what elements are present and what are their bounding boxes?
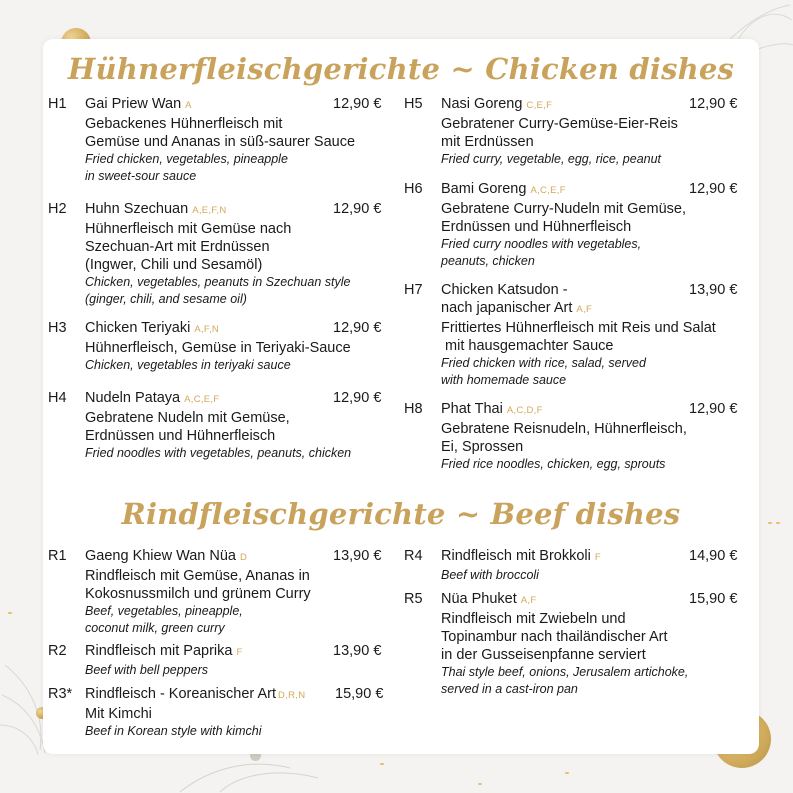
item-code: H7: [404, 282, 423, 298]
item-price: 12,90 €: [689, 96, 738, 112]
item-allergens: D,R,N: [278, 690, 306, 701]
item-allergens: C,E,F: [526, 100, 553, 111]
item-name: Huhn Szechuan: [85, 201, 189, 217]
gold-speck: [478, 783, 482, 785]
item-translation: Beef, vegetables, pineapple,: [85, 604, 243, 618]
item-name: Nüa Phuket: [441, 591, 517, 607]
item-translation: in sweet-sour sauce: [85, 169, 197, 183]
item-name: Chicken Katsudon -: [441, 282, 568, 298]
item-code: H1: [48, 96, 67, 112]
item-description: Hühnerfleisch, Gemüse in Teriyaki-Sauce: [85, 340, 351, 356]
item-description: (Ingwer, Chili und Sesamöl): [85, 257, 263, 273]
gold-speck: [380, 763, 384, 765]
item-allergens: F: [236, 647, 243, 658]
item-allergens: A,F,N: [194, 324, 220, 335]
item-name: Rindfleisch - Koreanischer Art: [85, 686, 276, 702]
section-title-chicken: Hühnerfleischgerichte ~ Chicken dishes: [67, 52, 735, 86]
item-price: 12,90 €: [333, 320, 382, 336]
item-description: Erdnüssen und Hühnerfleisch: [85, 428, 276, 444]
item-name: Gai Priew Wan: [85, 96, 182, 112]
item-translation: Fried curry, vegetable, egg, rice, peanut: [441, 152, 662, 166]
item-allergens: D: [240, 552, 248, 563]
item-translation: Fried chicken, vegetables, pineapple: [85, 152, 288, 166]
item-name: Nudeln Pataya: [85, 390, 181, 406]
item-code: H6: [404, 181, 423, 197]
item-code: H5: [404, 96, 423, 112]
item-description: Rindfleisch mit Gemüse, Ananas in: [85, 568, 310, 584]
item-description: Gebratener Curry-Gemüse-Eier-Reis: [441, 116, 678, 132]
item-description: Gebratene Nudeln mit Gemüse,: [85, 410, 290, 426]
item-translation: served in a cast-iron pan: [441, 682, 578, 696]
item-description: Ei, Sprossen: [441, 439, 524, 455]
item-translation: with homemade sauce: [441, 373, 567, 387]
item-price: 12,90 €: [333, 96, 382, 112]
item-name: Rindfleisch mit Brokkoli: [441, 548, 591, 564]
item-name: Nasi Goreng: [441, 96, 523, 112]
item-description: Rindfleisch mit Zwiebeln und: [441, 611, 626, 627]
item-translation: Fried curry noodles with vegetables,: [441, 237, 642, 251]
item-translation: Fried rice noodles, chicken, egg, sprouts: [441, 457, 666, 471]
item-code: R5: [404, 591, 423, 607]
item-allergens: A,F: [520, 595, 537, 606]
item-code: H3: [48, 320, 67, 336]
item-allergens: A,E,F,N: [192, 205, 227, 216]
item-price: 13,90 €: [333, 548, 382, 564]
item-code: R3*: [48, 686, 73, 702]
item-price: 12,90 €: [333, 201, 382, 217]
item-code: H4: [48, 390, 67, 406]
item-name: Chicken Teriyaki: [85, 320, 191, 336]
item-translation: Thai style beef, onions, Jerusalem artichoke,: [441, 665, 689, 679]
item-description: Szechuan-Art mit Erdnüssen: [85, 239, 270, 255]
item-description: Gebratene Curry-Nudeln mit Gemüse,: [441, 201, 686, 217]
item-description: Gebratene Reisnudeln, Hühnerfleisch,: [441, 421, 687, 437]
item-price: 13,90 €: [689, 282, 738, 298]
item-code: H2: [48, 201, 67, 217]
item-description: in der Gusseisenpfanne serviert: [441, 647, 646, 663]
item-translation: Beef with bell peppers: [85, 663, 208, 677]
item-description: Hühnerfleisch mit Gemüse nach: [85, 221, 292, 237]
item-code: R4: [404, 548, 423, 564]
item-name-continued: nach japanischer Art: [441, 300, 573, 316]
item-code: R1: [48, 548, 67, 564]
item-name: Gaeng Khiew Wan Nüa: [85, 548, 236, 564]
item-allergens: A,C,D,F: [506, 405, 543, 416]
item-price: 12,90 €: [689, 401, 738, 417]
item-description: Gebackenes Hühnerfleisch mit: [85, 116, 283, 132]
item-description: Kokosnussmilch und grünem Curry: [85, 586, 311, 602]
item-description: Gemüse und Ananas in süß-saurer Sauce: [85, 134, 356, 150]
item-name: Rindfleisch mit Paprika: [85, 643, 233, 659]
gold-speck: [565, 772, 569, 774]
item-description: Mit Kimchi: [85, 706, 152, 722]
item-description: mit Erdnüssen: [441, 134, 534, 150]
gold-speck: [776, 522, 780, 524]
item-price: 15,90 €: [689, 591, 738, 607]
item-code: R2: [48, 643, 67, 659]
item-description: Frittiertes Hühnerfleisch mit Reis und Salat: [441, 320, 716, 336]
item-price: 15,90 €: [335, 686, 384, 702]
item-description: Topinambur nach thailändischer Art: [441, 629, 668, 645]
item-name: Phat Thai: [441, 401, 503, 417]
item-allergens: A,F: [576, 304, 593, 315]
item-translation: Fried noodles with vegetables, peanuts, chicken: [85, 446, 352, 460]
item-translation: Beef with broccoli: [441, 568, 539, 582]
gold-speck: [8, 612, 12, 614]
section-title-beef: Rindfleischgerichte ~ Beef dishes: [121, 497, 681, 531]
item-translation: Beef in Korean style with kimchi: [85, 724, 262, 738]
item-name: Bami Goreng: [441, 181, 527, 197]
item-price: 12,90 €: [689, 181, 738, 197]
item-price: 13,90 €: [333, 643, 382, 659]
item-description: mit hausgemachter Sauce: [441, 338, 614, 354]
item-allergens: A,C,E,F: [530, 185, 566, 196]
item-description: Erdnüssen und Hühnerfleisch: [441, 219, 632, 235]
item-allergens: F: [594, 552, 601, 563]
gold-speck: [768, 522, 772, 524]
item-translation: peanuts, chicken: [441, 254, 535, 268]
item-price: 14,90 €: [689, 548, 738, 564]
item-translation: (ginger, chili, and sesame oil): [85, 292, 247, 306]
item-translation: Chicken, vegetables in teriyaki sauce: [85, 358, 291, 372]
item-price: 12,90 €: [333, 390, 382, 406]
item-translation: Chicken, vegetables, peanuts in Szechuan style: [85, 275, 351, 289]
menu-card: [43, 39, 759, 754]
item-allergens: A: [185, 100, 192, 111]
item-allergens: A,C,E,F: [184, 394, 220, 405]
item-code: H8: [404, 401, 423, 417]
item-translation: coconut milk, green curry: [85, 621, 225, 635]
item-translation: Fried chicken with rice, salad, served: [441, 356, 646, 370]
